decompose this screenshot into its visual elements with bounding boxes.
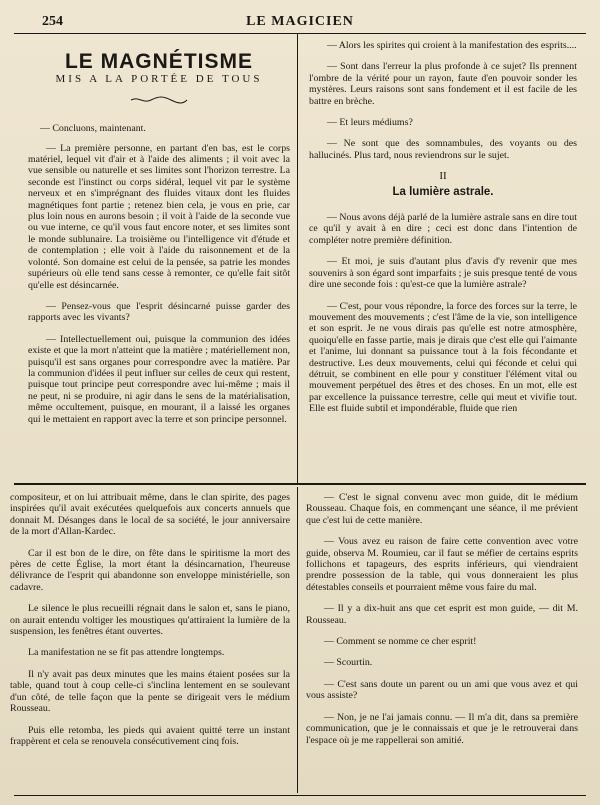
paragraph: — Ne sont que des somnambules, des voyants ou des hallucinés. Plus tard, nous reviendrons sur le sujet. [309,138,577,161]
paragraph: — La première personne, en partant d'en bas, est le corps matériel, lequel vit d'air et à l'aide des aliments ; il voit avec la vue sensible ou naturelle et ses limites sont l'horizon terrestre. La seconde est l'instinct ou corps sidéral, lequel vit par le système nerveux et en s'imprégnant des fluides vitaux dont les fluides magnétiques font partie ; retenez bien cela, je vous en prie, car plus loin nous en aurons besoin ; il voit à l'aide de la seconde vue ou vue interne, ce qu'il vous faut encore noter, et ses limites sont le monde sublunaire. La troisième ou l'intelligence vit d'étude et de contemplation ; elle voit à l'aide du raisonnement et de la volonté. Son domaine est celui de la pensée, sa patrie les mondes supérieurs où elle tend sans cesse à remonter, ce qu'elle fait sitôt qu'elle est désincarnée. [28,142,290,291]
story-column-right [306,492,578,756]
running-header [14,2,586,28]
section-number: II [439,170,447,183]
column-divider-bottom [297,487,298,793]
paragraph: Car il est bon de le dire, on fête dans le spiritisme la mort des pères de cette Église, la mort étant la désincarnation, l'heureuse délivrance de l'esprit qui abandonne son enveloppe ministérielle, son cadavre. [10,547,290,593]
journal-title: LE MAGICIEN [246,14,354,29]
paragraph: — Sont dans l'erreur la plus profonde à ce sujet? Ils prennent l'ombre de la vérité pour un rayon, faute d'en pouvoir sonder les mystères. Leurs raisons sont sans fondement et il est facile de les battre en brèche. [309,61,577,107]
middle-rule [14,483,586,485]
paragraph: — C'est sans doute un parent ou un ami que vous avez et qui vous assiste? [306,678,578,702]
article-title: LE MAGNÉTISME [64,50,253,73]
paragraph: La manifestation ne se fit pas attendre longtemps. [28,647,225,659]
paragraph: — Et leurs médiums? [327,117,413,129]
article-subtitle: MIS A LA PORTÉE DE TOUS [55,73,263,86]
paragraph: — Pensez-vous que l'esprit désincarné puisse garder des rapports avec les vivants? [28,300,290,324]
paragraph: — Concluons, maintenant. [40,123,146,135]
paragraph: — C'est le signal convenu avec mon guide, dit le médium Rousseau. Chaque fois, en commençant une séance, il me prévient que c'est lui de cette manière. [306,492,578,526]
paragraph: — Alors les spirites qui croient à la manifestation des esprits.... [327,40,577,51]
paragraph: Il n'y avait pas deux minutes que les mains étaient posées sur la table, quand tout à coup celle-ci s'inclina lentement en se soulevant d'un côté, de telle façon que la pente se dirigeait vers le médium Rousseau. [10,668,290,715]
page-number: 254 [42,14,63,29]
paragraph: compositeur, et on lui attribuait même, dans le clan spirite, des pages inspirées qu'il avait exécutées quelquefois aux concerts annuels que donnait M. Désanges dans le local de sa société, le jour anniversaire de la mort d'Allan-Kardec. [10,492,290,538]
article-column-left-top [28,40,290,435]
footer-rule [14,795,586,796]
flourish-ornament [28,96,290,107]
header-rule [14,33,586,34]
paragraph: — Scourtin. [324,657,373,669]
paragraph: — C'est, pour vous répondre, la force des forces sur la terre, le mouvement des mouvements ; c'est l'âme de la vie, son intelligence et son esprit. Je ne vous dirais pas qu'elle est notre atmosphère, quoiqu'elle en fasse partie, mais je dirais que c'est elle qui l'aimante et l'anime, lui donnant sa puissance tout à la fois fécondante et destructive. Les deux mouvements, celui qui féconde et celui qui détruit, se combinent en elle pour y constituer l'élément vital ou mouvement perpétuel des êtres et des choses. En un mot, elle est par excellence la puissance terrestre, celle qui meut et vivifie tout. Elle est fluide subtil et impondérable, fluide que rien [309,300,577,415]
story-column-left [10,492,290,757]
paragraph: — Non, je ne l'ai jamais connu. — Il m'a dit, dans sa première communication, que je le connaissais et que je le retrouverai dans l'espace où je me rappellerai son amitié. [306,711,578,746]
paragraph: Puis elle retomba, les pieds qui avaient quitté terre un instant frappèrent et cela se renouvela consécutivement cinq fois. [10,724,290,747]
paragraph: — Vous avez eu raison de faire cette convention avec votre guide, observa M. Roumieu, car il faut se méfier de certains esprits follichons et tapageurs, des esprits inférieurs, qui viendraient prendre possession de la table, qui vous donneraient les plus détestables conseils et pourraient même vous faire du mal. [306,536,578,593]
paragraph: Le silence le plus recueilli régnait dans le salon et, sans le piano, on aurait entendu voltiger les moustiques qu'attiraient la lumière de la suspension, les fenêtres étant ouvertes. [10,603,290,638]
section-title: La lumière astrale. [392,185,494,198]
paragraph: — Il y a dix-huit ans que cet esprit est mon guide, — dit M. Rousseau. [306,603,578,626]
paragraph: — Comment se nomme ce cher esprit! [324,636,477,648]
paragraph: — Et moi, je suis d'autant plus d'avis d'y revenir que mes souvenirs à son égard sont imparfaits ; je suis presque tenté de vous dire une seconde fois : qu'est-ce que la lumière astrale? [309,256,577,291]
column-divider-top [297,34,298,484]
paragraph: — Intellectuellement oui, puisque la communion des idées existe et que la mort n'atteint que la matière ; matériellement non, puisqu'il est sans organes pour correspondre avec la matière. Par la communion d'idées il peut influer sur celles de ceux qui restent, puisque tout principe peut correspondre avec lui-même ; mais il ne peut, ni se produire, ni agir dans le sens de la matérialisation, même occultement, puisque, en mourant, il a laissé les organes qui le mettaient en rapport avec la terre et son principe personnel. [28,333,290,425]
article-column-right-top [309,40,577,425]
ornament-icon [129,96,189,104]
paragraph: — Nous avons déjà parlé de la lumière astrale sans en dire tout ce qu'il y avait à en dire ; ceci est donc dans l'intention de compléter notre première définition. [309,212,577,246]
